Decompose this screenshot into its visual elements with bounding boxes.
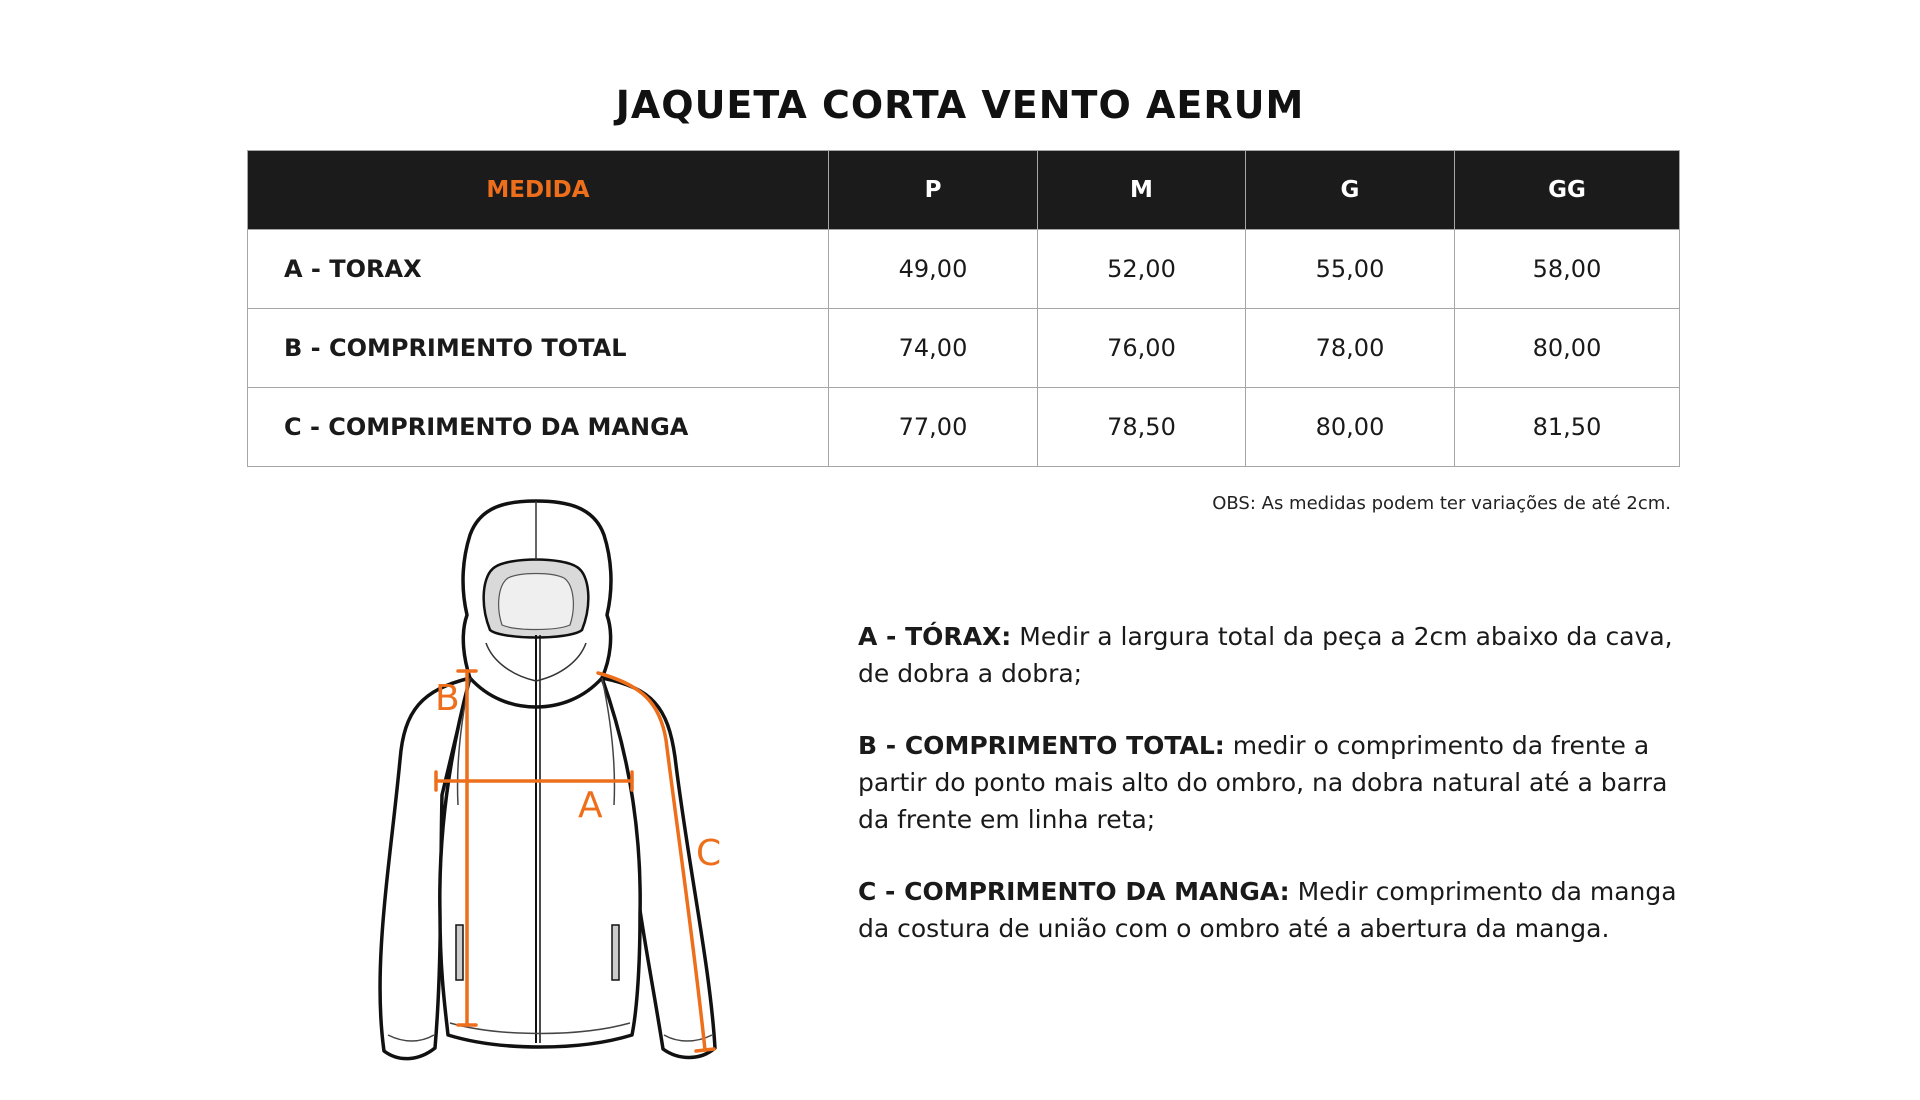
cell-value: 80,00 <box>1246 388 1455 467</box>
cell-value: 78,00 <box>1246 309 1455 388</box>
measurement-descriptions <box>858 618 1688 982</box>
table-row-comprimento-total <box>248 309 1680 388</box>
header-size-g: G <box>1246 151 1455 230</box>
diagram-label-c: C <box>696 833 722 874</box>
cell-value: 77,00 <box>829 388 1038 467</box>
cell-value: 58,00 <box>1455 230 1680 309</box>
cell-value: 49,00 <box>829 230 1038 309</box>
description-comprimento-total <box>858 727 1688 838</box>
cell-value: 76,00 <box>1038 309 1246 388</box>
table-header-row <box>248 151 1680 230</box>
page-title: JAQUETA CORTA VENTO AERUM <box>615 83 1305 128</box>
table-row-comprimento-manga <box>248 388 1680 467</box>
description-text: Medir comprimento da manga da costura de união com o ombro até a abertura da manga. <box>858 877 1677 943</box>
description-term: C - COMPRIMENTO DA MANGA: <box>858 877 1290 906</box>
cell-value: 78,50 <box>1038 388 1246 467</box>
cell-value: 80,00 <box>1455 309 1680 388</box>
header-size-p: P <box>829 151 1038 230</box>
measurement-note: OBS: As medidas podem ter variações de até 2cm. <box>1212 493 1671 514</box>
description-term: A - TÓRAX: <box>858 622 1012 651</box>
description-comprimento-manga <box>858 873 1688 947</box>
diagram-label-a: A <box>578 785 603 826</box>
header-size-gg: GG <box>1455 151 1680 230</box>
description-term: B - COMPRIMENTO TOTAL: <box>858 731 1225 760</box>
jacket-diagram-icon <box>360 495 740 1075</box>
size-table <box>247 150 1680 467</box>
cell-value: 55,00 <box>1246 230 1455 309</box>
table-row-torax <box>248 230 1680 309</box>
description-torax <box>858 618 1688 692</box>
cell-value: 52,00 <box>1038 230 1246 309</box>
cell-value: 81,50 <box>1455 388 1680 467</box>
row-label: B - COMPRIMENTO TOTAL <box>248 309 829 388</box>
row-label: A - TORAX <box>248 230 829 309</box>
header-size-m: M <box>1038 151 1246 230</box>
cell-value: 74,00 <box>829 309 1038 388</box>
diagram-label-b: B <box>435 678 460 719</box>
description-text: Medir a largura total da peça a 2cm abaixo da cava, de dobra a dobra; <box>858 622 1673 688</box>
row-label: C - COMPRIMENTO DA MANGA <box>248 388 829 467</box>
header-medida: MEDIDA <box>248 151 829 230</box>
description-text: medir o comprimento da frente a partir do ponto mais alto do ombro, na dobra natural até a barra da frente em linha reta; <box>858 731 1668 834</box>
